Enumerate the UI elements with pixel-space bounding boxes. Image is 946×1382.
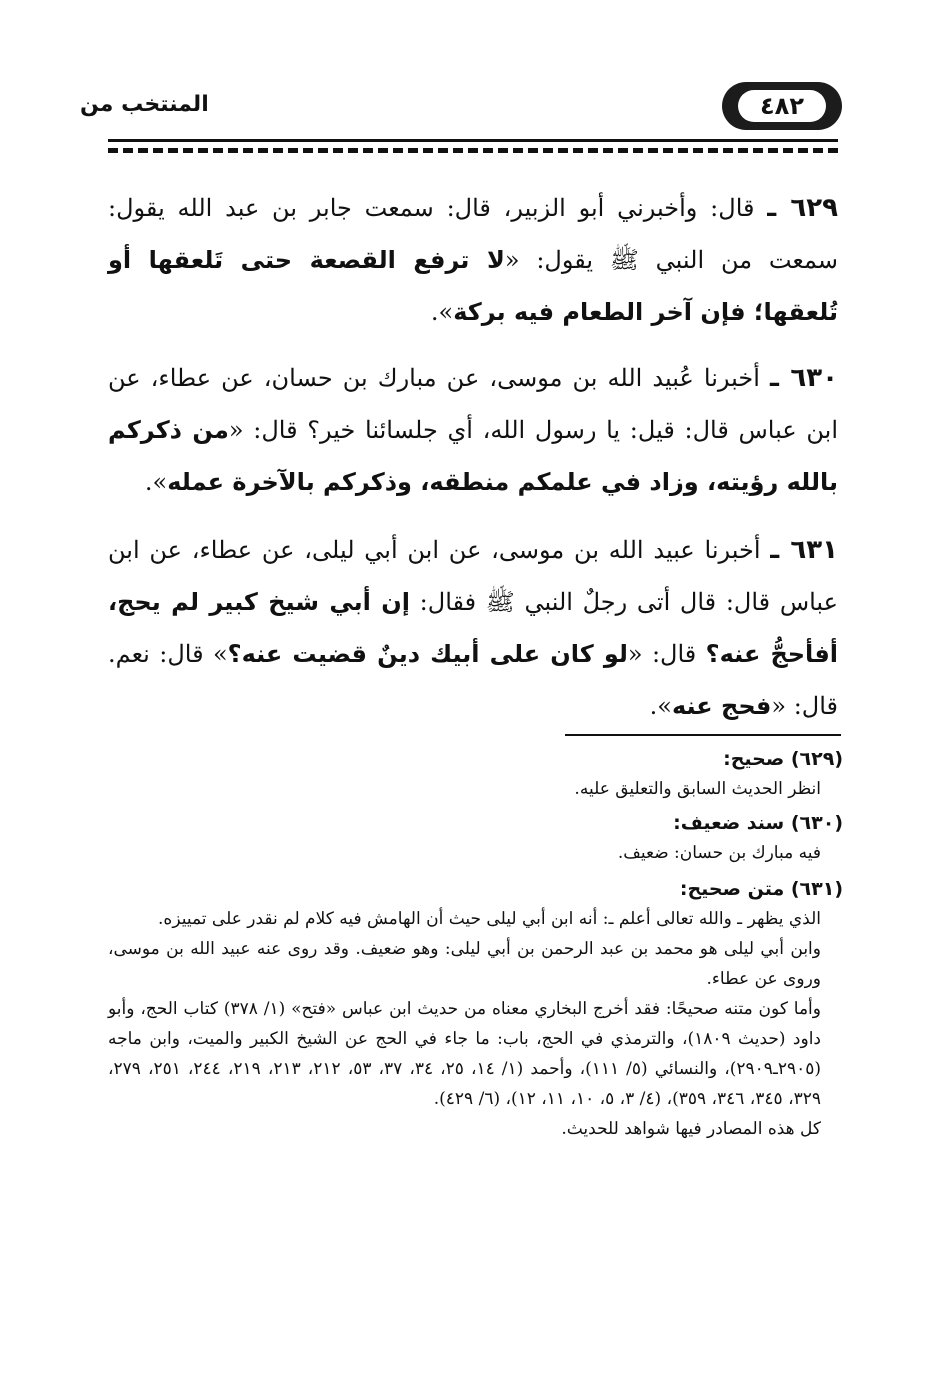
footnote-heading: (٦٢٩) صحيح:	[723, 748, 843, 770]
hadith-matn: لا ترفع القصعة حتى تَلعقها أو تُلعقها؛ فإن آخر الطعام فيه بركة	[108, 246, 838, 326]
hadith-629	[108, 182, 838, 338]
footnote-separator	[565, 734, 841, 736]
hadith-text: » قال: نعم. قال: «	[108, 640, 838, 720]
footnote-629	[108, 744, 843, 804]
hadith-631	[108, 524, 838, 732]
footnote-text: الذي يظهر ـ والله تعالى أعلم ـ: أنه ابن أبي ليلى حيث أن الهامش فيه كلام لم نقدر على تمييزه.	[158, 909, 821, 929]
hadith-text: أخبرنا عُبيد الله بن موسى، عن مبارك بن حسان، عن عطاء، عن ابن عباس قال: قيل: يا رسول الله، أي جلسائنا خير؟ قال: «	[108, 364, 838, 444]
footnote-text: كل هذه المصادر فيها شواهد للحديث.	[561, 1119, 821, 1139]
footnote-text: وأما كون متنه صحيحًا: فقد أخرج البخاري معناه من حديث ابن عباس «فتح» (١/ ٣٧٨) كتاب الحج، وأبو داود (حديث ١٨٠٩)، والترمذي في الحج، باب: ما جاء في الحج عن الشيخ الكبير والميت، وابن ماجه (٢٩٠٥ـ٢٩٠٩)، والنسائي (٥/ ١١١)، وأحمد (١/ ١٤، ٢٥، ٣٤، ٣٧، ٥٣، ٢١٢، ٢١٣، ٢١٩، ٢٤٤، ٢٥١، ٢٧٩، ٣٢٩، ٣٤٥، ٣٤٦، ٣٥٩)، (٤/ ٣، ٥، ١٠، ١١، ١٢)، (٦/ ٤٢٩).	[108, 999, 822, 1109]
header-dashed-rule	[108, 148, 838, 153]
footnote-text: انظر الحديث السابق والتعليق عليه.	[574, 779, 821, 799]
hadith-text: ».	[649, 692, 672, 720]
hadith-number: ٦٣٠ ـ	[769, 363, 838, 393]
hadith-number: ٦٣١ ـ	[770, 535, 838, 565]
hadith-text: قال: وأخبرني أبو الزبير، قال: سمعت جابر بن عبد الله يقول: سمعت من النبي ﷺ يقول: «	[108, 194, 838, 274]
page-number-badge	[722, 82, 842, 130]
running-title: المنتخب من	[80, 92, 209, 117]
hadith-text: ».	[430, 298, 454, 326]
hadith-matn: من ذكركم بالله رؤيته، وزاد في علمكم منطقه، وذكركم بالآخرة عمله	[108, 416, 838, 496]
page-number: ٤٨٢	[738, 90, 826, 122]
hadith-matn: لو كان على أبيك دينٌ قضيت عنه؟	[227, 640, 628, 668]
footnote-text: وابن أبي ليلى هو محمد بن عبد الرحمن بن أبي ليلى: وهو ضعيف. وقد روى عنه عبيد الله بن موسى، وروى عن عطاء.	[108, 939, 821, 989]
footnote-text: فيه مبارك بن حسان: ضعيف.	[617, 843, 821, 863]
hadith-text: قال: «	[627, 640, 706, 668]
hadith-number: ٦٢٩ ـ	[767, 193, 838, 223]
header-rule	[108, 139, 838, 142]
footnote-630	[108, 808, 843, 868]
hadith-text: ».	[144, 468, 168, 496]
hadith-matn: فحج عنه	[671, 692, 772, 720]
footnote-heading: (٦٣٠) سند ضعيف:	[673, 812, 843, 834]
hadith-630	[108, 352, 838, 508]
hadith-matn: إن أبي شيخ كبير لم يحج، أفأحجُّ عنه؟	[108, 588, 839, 668]
hadith-text: أخبرنا عبيد الله بن موسى، عن ابن أبي ليلى، عن عطاء، عن ابن عباس قال: قال أتى رجلٌ النبي ﷺ فقال:	[108, 536, 838, 616]
footnote-631	[108, 874, 843, 1144]
footnote-heading: (٦٣١) متن صحيح:	[679, 878, 843, 900]
